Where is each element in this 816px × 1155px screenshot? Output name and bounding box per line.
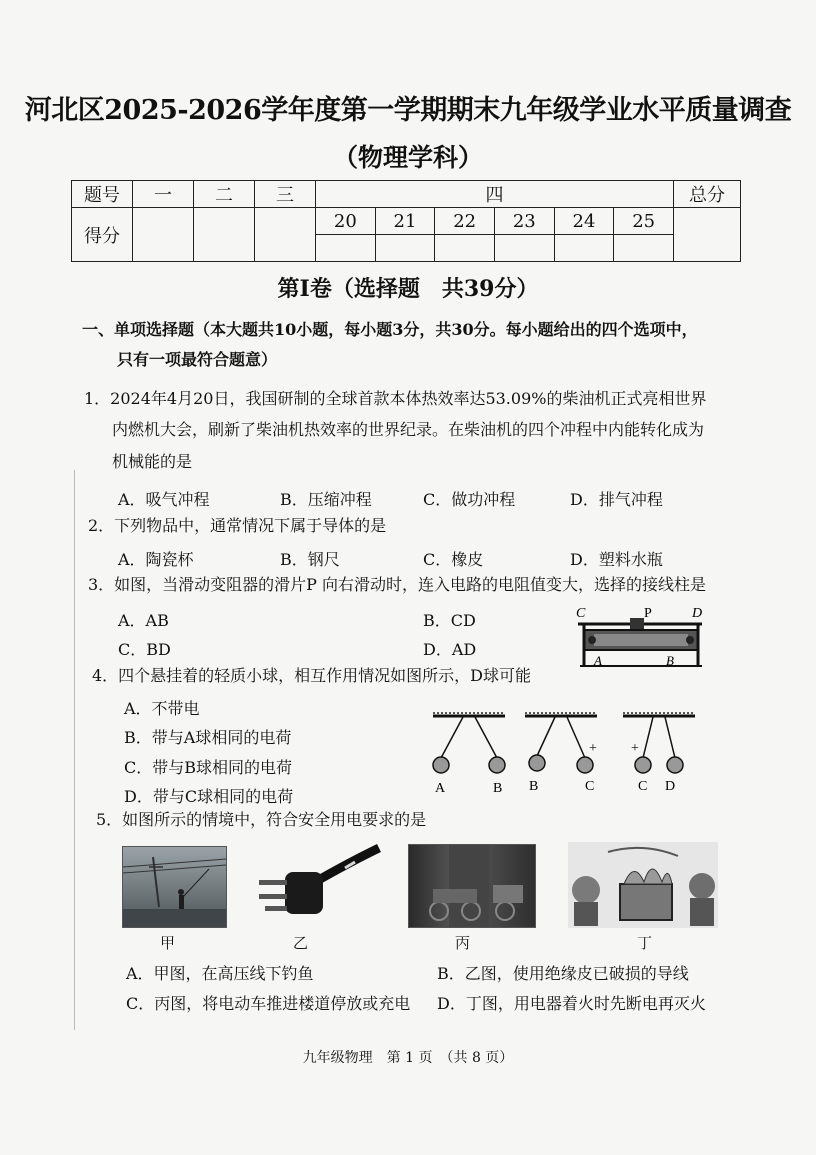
score-table-q22: 22	[435, 208, 495, 235]
q5-option-c: C．丙图，将电动车推进楼道停放或充电	[126, 994, 411, 1013]
ball-pair-cd	[623, 713, 695, 794]
q4-option-a: A．不带电	[124, 699, 200, 718]
q3-option-c: C．BD	[118, 640, 171, 659]
section-title: 第Ⅰ卷（选择题 共39分）	[277, 276, 539, 302]
page-title: 河北区2025-2026学年度第一学期期末九年级学业水平质量调查	[24, 95, 792, 126]
q3-option-a: A．AB	[118, 611, 169, 630]
fire-extinguishing-image	[568, 842, 718, 928]
q5-option-a: A．甲图，在高压线下钓鱼	[126, 964, 314, 983]
score-table-q23: 23	[494, 208, 554, 235]
q3-option-d: D．AD	[423, 640, 477, 659]
score-cell-20	[316, 235, 376, 262]
score-table-col-3: 三	[255, 181, 316, 208]
q1-option-d: D．排气冲程	[570, 490, 663, 509]
rheostat-label-c: C	[576, 606, 586, 621]
q1-option-c: C．做功冲程	[423, 490, 516, 509]
photo-bing	[408, 844, 536, 928]
score-table-header-label: 题号	[72, 181, 133, 208]
score-table-q25: 25	[614, 208, 674, 235]
q1-option-a: A．吸气冲程	[118, 490, 210, 509]
page-subtitle: （物理学科）	[332, 143, 483, 172]
margin-line	[74, 470, 75, 1030]
q5-option-d: D．丁图，用电器着火时先断电再灭火	[437, 994, 706, 1013]
score-cell-1	[133, 208, 194, 262]
q5-stem: 5．如图所示的情境中，符合安全用电要求的是	[96, 810, 427, 829]
score-table-col-2: 二	[194, 181, 255, 208]
rheostat-figure	[570, 602, 710, 674]
ball-label-d: D	[665, 779, 676, 794]
q1-stem-line3: 机械能的是	[112, 452, 193, 471]
ball-label-a: A	[435, 781, 446, 796]
ball-label-b: B	[493, 781, 503, 796]
q2-option-d: D．塑料水瓶	[570, 550, 663, 569]
score-cell-total	[674, 208, 741, 262]
q4-stem: 4．四个悬挂着的轻质小球，相互作用情况如图所示，D球可能	[92, 666, 532, 685]
score-cell-23	[494, 235, 554, 262]
q5-option-b: B．乙图，使用绝缘皮已破损的导线	[437, 964, 689, 983]
q4-option-c: C．带与B球相同的电荷	[124, 758, 293, 777]
score-table-score-label: 得分	[72, 208, 133, 262]
ball-label-c: C	[585, 779, 595, 794]
photo-ding	[568, 842, 718, 928]
score-table	[71, 180, 741, 262]
q3-stem: 3．如图，当滑动变阻器的滑片P 向右滑动时，连入电路的电阻值变大，选择的接线柱是	[88, 575, 707, 594]
ball-label-b2: B	[529, 779, 539, 794]
score-table-col-1: 一	[133, 181, 194, 208]
q3-option-b: B．CD	[423, 611, 476, 630]
ball-label-c2: C	[638, 779, 648, 794]
score-cell-3	[255, 208, 316, 262]
q4-option-b: B．带与A球相同的电荷	[124, 728, 292, 747]
page-footer: 九年级物理 第 1 页 （共 8 页）	[302, 1050, 514, 1066]
score-cell-2	[194, 208, 255, 262]
q4-option-d: D．带与C球相同的电荷	[124, 787, 294, 806]
score-cell-21	[375, 235, 435, 262]
rheostat-label-b: B	[666, 653, 674, 668]
part1-heading-line1: 一、单项选择题（本大题共10小题，每小题3分，共30分。每小题给出的四个选项中，	[82, 320, 698, 339]
caption-ding: 丁	[637, 934, 653, 952]
score-table-total: 总分	[674, 181, 741, 208]
q1-stem-line2: 内燃机大会，刷新了柴油机热效率的世界纪录。在柴油机的四个冲程中内能转化成为	[112, 420, 705, 439]
caption-bing: 丙	[455, 934, 471, 952]
q2-option-a: A．陶瓷杯	[118, 550, 194, 569]
photo-jia	[122, 846, 227, 928]
rheostat-label-a: A	[594, 653, 602, 668]
score-table-col-4: 四	[316, 181, 674, 208]
q1-option-b: B．压缩冲程	[280, 490, 372, 509]
fishing-under-powerline-image	[123, 847, 226, 927]
damaged-plug-image	[255, 842, 385, 927]
charge-sign-2: +	[631, 741, 639, 756]
ball-pair-bc	[525, 713, 597, 794]
q2-stem: 2．下列物品中，通常情况下属于导体的是	[88, 516, 387, 535]
q2-option-b: B．钢尺	[280, 550, 340, 569]
ball-pair-ab	[433, 713, 505, 796]
charge-sign-1: +	[589, 741, 597, 756]
caption-jia: 甲	[160, 934, 176, 952]
charged-balls-figure	[425, 708, 705, 798]
score-cell-24	[554, 235, 614, 262]
q1-stem-line1: 1．2024年4月20日，我国研制的全球首款本体热效率达53.09%的柴油机正式亮相世界	[84, 389, 707, 408]
part1-heading-line2: 只有一项最符合题意）	[117, 350, 278, 369]
ebike-in-corridor-image	[409, 845, 535, 927]
score-cell-25	[614, 235, 674, 262]
q2-option-c: C．橡皮	[423, 550, 484, 569]
caption-yi: 乙	[293, 934, 309, 952]
rheostat-label-p: P	[644, 606, 652, 621]
score-cell-22	[435, 235, 495, 262]
score-table-q24: 24	[554, 208, 614, 235]
rheostat-label-d: D	[692, 606, 703, 621]
score-table-q20: 20	[316, 208, 376, 235]
score-table-q21: 21	[375, 208, 435, 235]
